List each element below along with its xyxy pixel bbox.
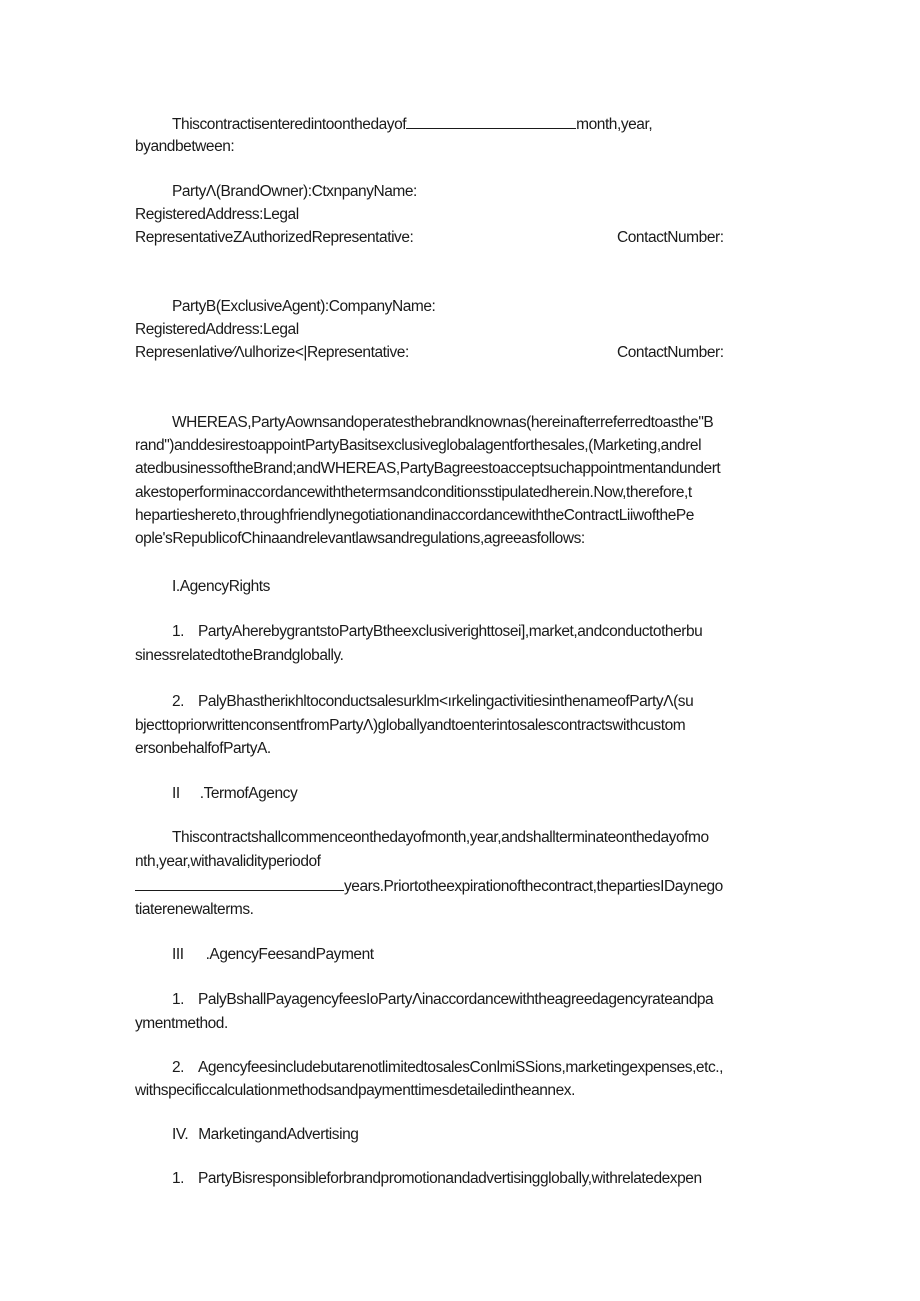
day-blank <box>406 114 576 129</box>
item-text: bjecttopriorwrittenconsentfromPartyΛ)globallyandtoenterintosalescontractswithcustom <box>135 717 686 734</box>
intro-text-after: month,year, <box>576 116 653 133</box>
item-text: AgencyfeesincludebutarenotlimitedtosalesConlmiSSions,marketingexpenses,etc., <box>198 1059 723 1076</box>
party-b-name: PartyB(ExclusiveAgent):CompanyName: <box>172 298 436 315</box>
section-1-item-2 <box>172 692 693 712</box>
section-number: IV. <box>172 1126 189 1143</box>
section-number: II <box>172 785 180 802</box>
intro-line <box>172 114 652 135</box>
party-a-address: RegisteredAddress:Legal <box>135 206 299 223</box>
item-number: 1. <box>172 623 185 640</box>
item-number: 2. <box>172 693 185 710</box>
whereas-line: atedbusinessoftheBrand;andWHEREAS,PartyBagreestoacceptsuchappointmentandundert <box>135 460 721 477</box>
item-number: 1. <box>172 1170 185 1187</box>
section-1-heading: I.AgencyRights <box>172 578 270 595</box>
whereas-line: WHEREAS,PartyAownsandoperatesthebrandknownas(hereinafterreferredtoasthe"B <box>172 414 714 431</box>
intro-text: Thiscontractisenteredintoonthedayof <box>172 116 407 133</box>
whereas-line: rand")anddesirestoappointPartyBasitsexclusiveglobalagentforthesales,(Marketing,andrel <box>135 437 702 454</box>
item-text: sinessrelatedtotheBrandglobally. <box>135 647 344 664</box>
term-text: years.Priortotheexpirationofthecontract,thepartiesIDaynego <box>344 878 723 895</box>
whereas-line: ople'sRepublicofChinaandrelevantlawsandregulations,agreeasfollows: <box>135 530 585 547</box>
item-text: withspecificcalculationmethodsandpaymenttimesdetailedintheannex. <box>135 1082 575 1099</box>
term-line: Thiscontractshallcommenceonthedayofmonth,year,andshallterminateonthedayofmo <box>172 829 709 846</box>
item-text: ersonbehalfofPartyA. <box>135 740 271 757</box>
item-text: PartyBisresponsibleforbrandpromotionandadvertisingglobally,withrelatedexpen <box>198 1170 702 1187</box>
section-title: .AgencyFeesandPayment <box>205 946 374 963</box>
party-b-contact: ContactNumber: <box>617 344 724 361</box>
party-a-contact: ContactNumber: <box>617 229 724 246</box>
intro-line-2: byandbetween: <box>135 138 235 155</box>
section-3-item-1 <box>172 990 713 1010</box>
item-number: 1. <box>172 991 185 1008</box>
section-number: III <box>172 946 184 963</box>
section-title: .TermofAgency <box>199 785 298 802</box>
party-b-address: RegisteredAddress:Legal <box>135 321 299 338</box>
item-number: 2. <box>172 1059 185 1076</box>
section-3-heading <box>172 945 374 965</box>
item-text: ymentmethod. <box>135 1015 228 1032</box>
term-line: nth,year,withavalidityperiodof <box>135 853 321 870</box>
party-b-representative: Represenlative⁄Λulhorize<|Representative: <box>135 344 409 361</box>
section-3-item-2 <box>172 1058 723 1078</box>
term-line <box>135 876 723 897</box>
item-text: PalyBshallPayagencyfeesIoPartyΛinaccordancewiththeagreedagencyrateandpa <box>198 991 714 1008</box>
item-text: PalyBhastheriĸhltoconductsalesurklm<ırkelingactivitiesinthenameofPartyΛ(su <box>198 693 694 710</box>
party-a-representative: RepresentativeZAuthorizedRepresentative: <box>135 229 414 246</box>
whereas-line: hepartieshereto,throughfriendlynegotiationandinaccordancewiththeContractLiiwofthePe <box>135 507 694 524</box>
term-line: tiaterenewalterms. <box>135 901 254 918</box>
section-4-item-1 <box>172 1169 702 1189</box>
section-4-heading <box>172 1125 358 1145</box>
years-blank <box>135 876 344 891</box>
section-2-heading <box>172 784 297 804</box>
item-text: PartyAherebygrantstoPartyBtheexclusiverighttosei],market,andconductotherbu <box>198 623 703 640</box>
whereas-line: akestoperforminaccordancewiththetermsandconditionsstipulatedherein.Now,therefore,t <box>135 484 692 501</box>
section-1-item-1 <box>172 622 702 642</box>
section-title: MarketingandAdvertising <box>198 1126 359 1143</box>
party-a-name: PartyΛ(BrandOwner):CtxnpanyName: <box>172 183 417 200</box>
